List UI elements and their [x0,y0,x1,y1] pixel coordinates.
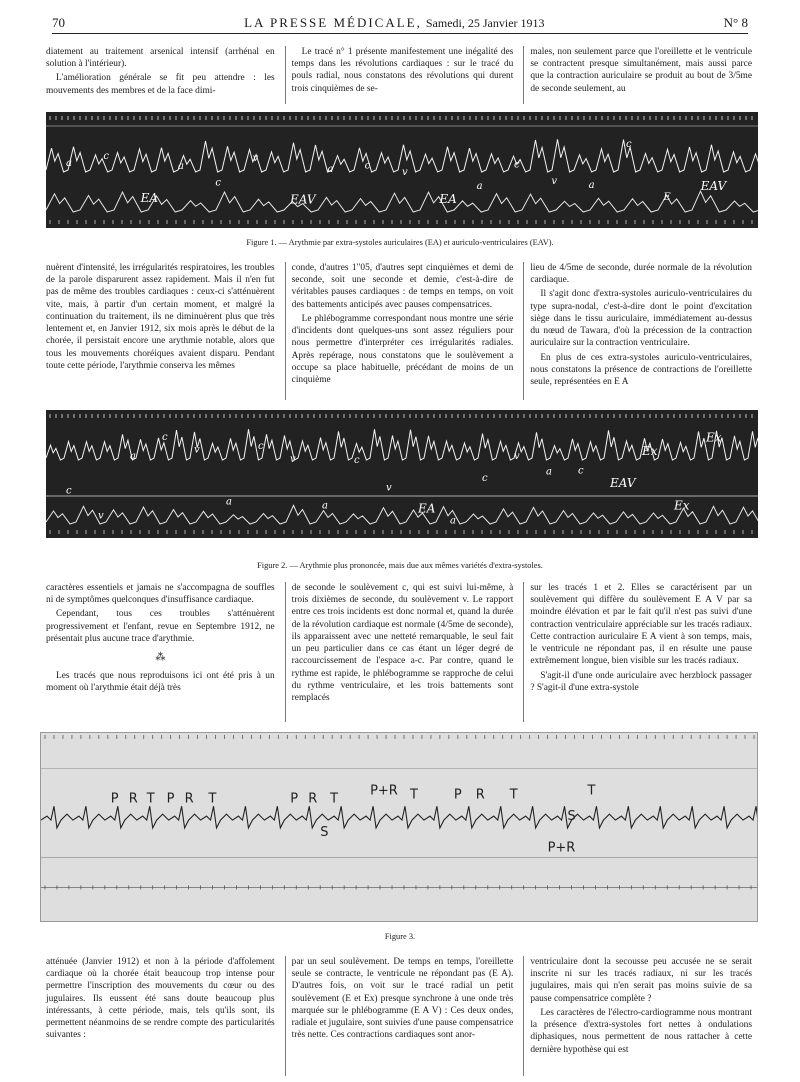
column-2 [285,956,514,1076]
trace-annotation: c [364,160,371,172]
paragraph: nuèrent d'intensité, les irrégularités respiratoires, les troubles de la parole disparurent assez rapidement. Mais il n'en fut pas de même des troubles cardiaques : ceux-ci s'atténuèrent vite, mais, à partir d'un certain moment, et malgré la continuation du traitement, ils ne diminuèrent plus que très lentement et, en Janvier 1912, six mois après le début de la chorée, il persistait encore une arythmie notable, alors que tous les mouvements choréiques avaient disparu. Pendant toute cette période, l'arythmie conserva les mêmes [46,263,275,371]
trace-annotation: c [626,139,632,151]
time-marker-row [50,220,752,224]
column-3 [523,956,752,1076]
trace-annotation: Ex [642,444,658,459]
column-1 [46,262,275,400]
trace-annotation: a [226,496,232,508]
trace-annotation: a [66,157,72,169]
figure-1-trace [46,112,758,228]
paragraph: Les tracés que nous reproduisons ici ont été pris à un moment où l'arythmie était déjà très [46,671,275,694]
paragraph: S'agit-il d'une onde auriculaire avec herzblock passager ? S'agit-il d'une extra-systole [530,670,752,693]
ecg-wave-label: T [409,787,418,803]
trace-annotation: v [551,176,557,188]
trace-annotation: EA [418,501,436,516]
figure-1-plot [46,112,758,228]
column-3 [523,46,752,104]
figure-1-caption: Figure 1. — Arythmie par extra-systoles auriculaires (EA) et auriculo-ventriculaires (EAV). [246,238,554,247]
trace-annotation: c [103,151,109,163]
ecg-trace-line [41,806,757,828]
text-section-4 [46,956,752,1076]
trace-annotation: E [663,191,671,203]
trace-annotation: a [476,181,483,193]
paragraph: Le phlébogramme correspondant nous montre une série d'incidents dont quelques-uns sont assez réguliers pour nous permettre d'interpréter ces irrégularités radiales. Après repérage, nous constatons que le soulèvement a occupe sa place habituelle, précédant de moins de un cinquième [291,313,514,385]
paragraph: lieu de 4/5me de seconde, durée normale de la révolution cardiaque. [530,263,752,286]
ecg-wave-label: T [208,791,217,807]
ecg-wave-label: T [587,783,596,799]
paragraph: Il s'agit donc d'extra-systoles auriculo-ventriculaires du type supra-nodal, c'est-à-dire dont le point d'excitation siège dans le tissu auriculaire, immédiatement au-dessus du nœud de Tawara, d'où la précession de la contraction auriculaire sur la contraction ventriculaire. [530,289,752,349]
paragraph: ventriculaire dont la secousse peu accusée ne se serait inscrite ni sur les tracés radiaux, ni sur les tracés jugulaires, mais qui n'en serait pas moins suivie de sa pause compensatrice complète ? [530,957,752,1004]
trace-annotation: EA [439,192,457,207]
ecg-wave-label: T [509,787,518,803]
trace-annotation: c [66,485,72,497]
ecg-wave-label: R [128,791,138,807]
column-2 [285,582,514,722]
trace-annotation: EAV [290,192,316,207]
trace-annotation: c [258,441,264,453]
figure-2-caption: Figure 2. — Arythmie plus prononcée, mais due aux mêmes variétés d'extra-systoles. [257,561,543,570]
text-section-3 [46,582,752,722]
text-section-1 [46,46,752,104]
issue-date: Samedi, 25 Janvier 1913 [425,16,545,30]
trace-annotation: a [546,466,552,478]
figure-2-plot [46,410,758,538]
paragraph: par un seul soulèvement. De temps en temps, l'oreillette seule se contracte, le ventricule ne répondant pas (E A). D'autres fois, on voit sur le tracé radial un petit soulèvement (E et Ex) presque synchrone à une onde très marquée sur le phlébogramme (E A V) : Ces deux ondes, radiale et jugulaire, sont suivies d'une pause compensatrice très nette. Ces contractions cardiaques sont anor- [291,957,514,1041]
paragraph: atténuée (Janvier 1912) et non à la période d'affolement cardiaque où la chorée était beaucoup trop intense pour permettre l'inscription des mouvements du cœur ou des jugulaires. Ils eussent été sans doute beaucoup plus intéressants, à cette période, mais, tels qu'ils sont, ils permettent néanmoins de se rendre compte des particularités suivantes : [46,957,275,1041]
trace-annotation: Ex [706,430,722,445]
time-marker-row [50,414,752,418]
trace-annotation: Ex [674,498,690,513]
ecg-wave-label: R [475,787,485,803]
time-marker-row [45,735,754,739]
paragraph: caractères essentiels et jamais ne s'accompagna de souffles ni de symptômes quelconques d'insuffisance cardiaque. [46,583,275,606]
figure-3-caption: Figure 3. [384,932,416,941]
column-1 [46,956,275,1076]
journal-line [244,14,544,32]
trace-annotation: c [354,455,360,467]
ecg-wave-label: P+R [547,840,576,856]
paragraph: conde, d'autres 1"05, d'autres sept cinquièmes et demi de seconde, soit une seconde et demie, c'est-à-dire de véritables pauses cardiaques : de temps en temps, on voit des battements anticipés avec pauses compensatrices. [291,263,514,310]
radial-trace-line [46,505,758,527]
ecg-wave-label: S [320,824,329,840]
trace-annotation: c [578,465,584,477]
text-section-2 [46,262,752,400]
trace-annotation: v [98,510,104,522]
page-header [52,14,748,34]
trace-annotation: c [514,159,520,171]
ecg-wave-label: R [308,791,318,807]
time-marker-row [50,530,752,534]
paragraph: diatement au traitement arsenical intensif (arrhénal en solution à l'intérieur). [46,47,275,70]
paragraph: sur les tracés 1 et 2. Elles se caractérisent par un soulèvement qui diffère du soulèvement E A V par sa moindre élévation et par le fait qu'il n'est pas suivi d'une contraction ventriculaire appréciable sur les tracés radiaux. Cette contraction auriculaire E A vient à son temps, mais, le ventricule ne répondant pas, il en résulte une pause extrêmement longue, bien visible sur les tracés radiaux. [530,583,752,667]
trace-annotation: EA [140,191,159,206]
trace-annotation: a [450,515,456,527]
trace-annotation: a [178,161,184,173]
trace-annotation: a [130,451,136,463]
trace-annotation: v [290,454,296,466]
trace-annotation: EAV [610,476,636,491]
paragraph: En plus de ces extra-systoles auriculo-ventriculaires, nous constatons la présence de contractions de l'oreillette seule, représentées en E A [530,352,752,387]
column-2 [285,262,514,400]
ecg-wave-label: S [567,809,576,825]
trace-annotation: v [194,444,200,456]
figure-2-trace [46,410,758,538]
trace-annotation: c [215,177,221,189]
column-1 [46,46,275,104]
ecg-wave-label: R [184,791,194,807]
trace-annotation: c [482,472,488,484]
trace-annotation: a [588,179,595,191]
page-number: 70 [52,15,65,30]
figure-3-plot [41,733,757,921]
trace-annotation: v [386,482,392,494]
trace-annotation: v [402,166,408,178]
trace-annotation: c [162,432,168,444]
trace-annotation: v [514,451,520,463]
figure-3-electrocardiogram [40,732,758,922]
column-1 [46,582,275,722]
column-3 [523,262,752,400]
issue-number: N° 8 [723,15,748,30]
trace-annotation: a [322,500,328,512]
section-ornament: ⁂ [155,652,166,664]
column-3 [523,582,752,722]
paragraph: de seconde le soulèvement c, qui est suivi lui-même, à trois dixièmes de seconde, du soulèvement v. Le rapport entre ces trois incidents est donc normal et, quand la durée de la révolution cardiaque est normale (4/5me de seconde), ils apparaissent avec une netteté remarquable, le seul fait un peu particulier dans ce cas étant un léger degré de raccourcissement de l'espace a-c. Par contre, quand le rythme est rapide, le phlébogramme se rapproche de celui du rythme ventriculaire, et les trois battements sont remplacés [291,583,514,703]
paragraph: males, non seulement parce que l'oreillette et le ventricule se contractent presque simultanément, mais aussi parce que la contraction auriculaire se produit au bout de 3/5me de seconde seulement, au [530,47,752,94]
ecg-wave-label: T [330,791,339,807]
ecg-wave-label: P+R [370,783,398,799]
ecg-wave-label: P [290,791,299,807]
trace-annotation: EAV [700,178,727,193]
column-2 [285,46,514,104]
ecg-wave-label: T [146,791,155,807]
trace-annotation: v [252,153,259,165]
paragraph: L'amélioration générale se fit peu attendre : les mouvements des membres et de la face dimi- [46,73,275,96]
trace-annotation: a [327,163,334,175]
ecg-wave-label: P [166,791,175,807]
time-marker-row [50,116,752,120]
paragraph: Le tracé n° 1 présente manifestement une inégalité des temps dans les révolutions cardiaques : sur le tracé du pouls radial, nous constatons des révolutions qui durent trois cinquièmes de se- [291,47,514,94]
ecg-wave-label: P [453,787,462,803]
paragraph: Cependant, tous ces troubles s'atténuèrent progressivement et l'enfant, revue en Septembre 1912, ne présentait plus aucune trace d'arythmie. [46,609,275,644]
ecg-wave-label: P [110,791,119,807]
journal-title: LA PRESSE MÉDICALE, [244,15,422,30]
paragraph: Les caractères de l'électro-cardiogramme nous montrant la présence d'extra-systoles fort nettes à ondulations diphasiques, nous permettent de nous rattacher à cette dernière hypothèse qui est [530,1007,752,1055]
